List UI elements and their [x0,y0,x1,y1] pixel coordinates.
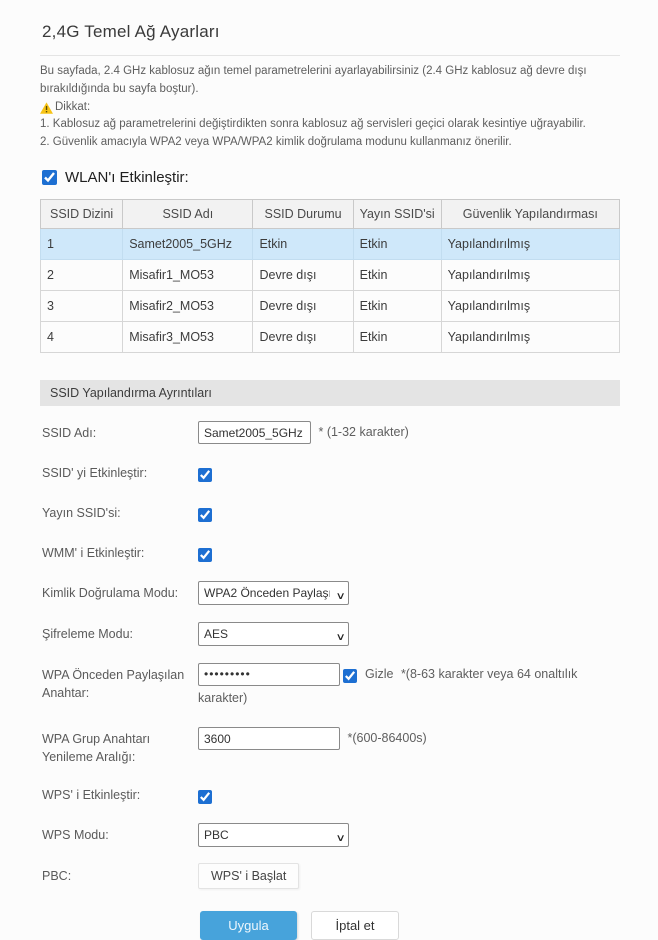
col-header-security: Güvenlik Yapılandırması [441,200,619,229]
chevron-down-icon: ∨ [335,631,346,643]
enable-wps-label: WPS' i Etkinleştir: [42,788,141,803]
wpa-key-input[interactable] [198,663,340,686]
cell-ssid-status: Devre dışı [253,291,353,322]
enable-ssid-row [40,460,620,484]
enable-ssid-checkbox[interactable] [198,468,212,482]
group-key-interval-row [40,726,620,766]
warning-row [40,99,620,117]
cell-ssid-status: Etkin [253,229,353,260]
cell-ssid-index: 1 [41,229,123,260]
col-header-ssid-index: SSID Dizini [41,200,123,229]
broadcast-ssid-row [40,500,620,524]
enable-wps-row [40,782,620,806]
wpa-key-row [40,662,620,710]
cell-broadcast: Etkin [353,260,441,291]
cell-security: Yapılandırılmış [441,291,619,322]
cell-security: Yapılandırılmış [441,322,619,353]
warning-icon [40,102,53,114]
enable-wmm-row [40,540,620,564]
table-row[interactable] [41,260,620,291]
section-title: SSID Yapılandırma Ayrıntıları [40,380,620,406]
col-header-ssid-name: SSID Adı [123,200,253,229]
col-header-broadcast: Yayın SSID'si [353,200,441,229]
cell-ssid-status: Devre dışı [253,260,353,291]
cell-ssid-name: Samet2005_5GHz [123,229,253,260]
intro-text [40,63,620,152]
group-key-interval-label: WPA Grup Anahtarı Yenileme Aralığı: [42,731,151,764]
ssid-name-input[interactable] [198,421,311,444]
pbc-label: PBC: [42,868,72,883]
wps-start-button[interactable]: WPS' i Başlat [198,863,299,889]
chevron-down-icon: ∨ [335,832,346,844]
chevron-down-icon: ∨ [335,590,346,602]
broadcast-ssid-label: Yayın SSID'si: [42,506,121,521]
ssid-table-header-row [41,200,620,229]
hide-key-checkbox[interactable] [343,669,357,683]
auth-mode-row [40,580,620,605]
table-row[interactable] [41,229,620,260]
wps-mode-row [40,822,620,847]
table-row[interactable] [41,291,620,322]
note-2: 2. Güvenlik amacıyla WPA2 veya WPA/WPA2 kimlik doğrulama modunu kullanmanız önerilir. [40,136,512,149]
cell-ssid-status: Devre dışı [253,322,353,353]
form-actions [200,911,620,940]
ssid-table [40,199,620,353]
wlan-enable-row [42,169,620,186]
title-divider [40,55,620,56]
cell-broadcast: Etkin [353,322,441,353]
encryption-mode-select[interactable] [198,622,349,646]
wpa-key-hint: *(8-63 karakter veya 64 onaltılık karakter) [198,666,578,705]
enable-ssid-label: SSID' yi Etkinleştir: [42,466,148,481]
note-1: 1. Kablosuz ağ parametrelerini değiştirdikten sonra kablosuz ağ servisleri geçici olarak kesintiye uğrayabilir. [40,118,586,131]
cell-ssid-index: 4 [41,322,123,353]
auth-mode-select[interactable] [198,581,349,605]
group-key-interval-input[interactable] [198,727,340,750]
col-header-ssid-status: SSID Durumu [253,200,353,229]
wpa-key-label: WPA Önceden Paylaşılan Anahtar: [42,667,185,700]
hide-key-label: Gizle [364,666,394,681]
cell-ssid-name: Misafir2_MO53 [123,291,253,322]
table-row[interactable] [41,322,620,353]
broadcast-ssid-checkbox[interactable] [198,508,212,522]
auth-mode-label: Kimlik Doğrulama Modu: [42,586,179,601]
enable-wmm-label: WMM' i Etkinleştir: [42,546,145,561]
enable-wps-checkbox[interactable] [198,790,212,804]
enable-wmm-checkbox[interactable] [198,548,212,562]
wps-mode-select[interactable] [198,823,349,847]
cancel-button[interactable]: İptal et [311,911,399,940]
intro-line: Bu sayfada, 2.4 GHz kablosuz ağın temel parametrelerini ayarlayabilirsiniz (2.4 GHz kablosuz ağ devre dışı bırakıldığında bu sayfa boştur). [40,65,587,95]
page-title: 2,4G Temel Ağ Ayarları [42,22,220,41]
cell-security: Yapılandırılmış [441,229,619,260]
encryption-mode-label: Şifreleme Modu: [42,626,134,641]
cell-broadcast: Etkin [353,229,441,260]
cell-ssid-index: 3 [41,291,123,322]
cell-security: Yapılandırılmış [441,260,619,291]
ssid-name-row [40,420,620,444]
pbc-row [40,863,620,889]
wlan-enable-checkbox[interactable] [42,170,57,185]
wps-mode-label: WPS Modu: [42,828,109,843]
cell-ssid-name: Misafir1_MO53 [123,260,253,291]
cell-ssid-index: 2 [41,260,123,291]
ssid-name-label: SSID Adı: [42,426,97,441]
wlan-enable-label: WLAN'ı Etkinleştir: [65,169,189,187]
cell-ssid-name: Misafir3_MO53 [123,322,253,353]
warning-label: Dikkat: [55,100,91,113]
cell-broadcast: Etkin [353,291,441,322]
encryption-mode-row [40,621,620,646]
apply-button[interactable]: Uygula [200,911,297,940]
group-key-interval-hint: *(600-86400s) [347,730,427,745]
ssid-details-form [40,420,620,889]
ssid-name-hint: * (1-32 karakter) [318,425,409,440]
